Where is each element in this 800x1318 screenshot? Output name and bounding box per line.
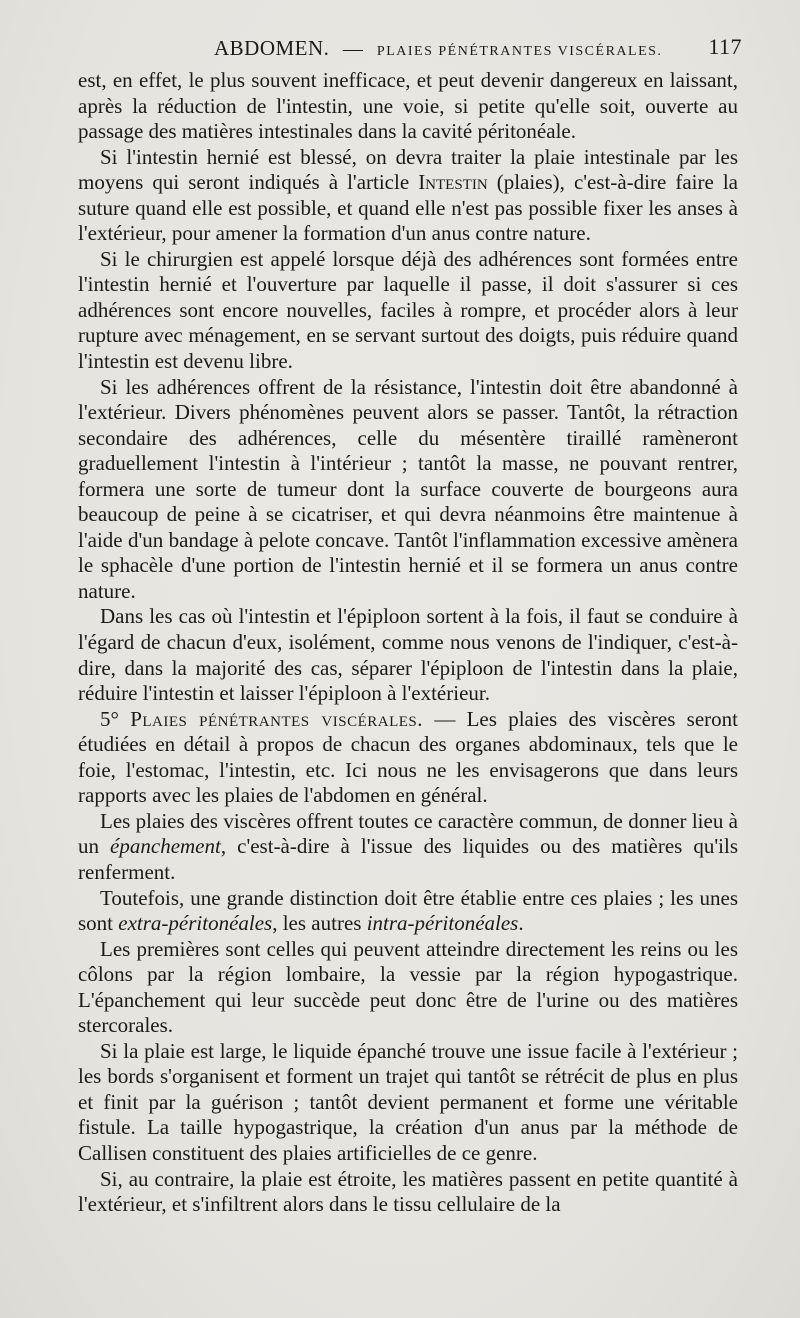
paragraph-epiploon: Dans les cas où l'intestin et l'épiploon sortent à la fois, il faut se conduire à l'égard de chacun d'eux, isolément, comme nous venons de l'indiquer, c'est-à-dire, dans la majorité des cas, séparer l'épiploon de l'intestin dans la plaie, réduire l'intestin et laisser l'épiploon à l'extérieur.	[78, 604, 738, 706]
paragraph-extra-peritoneal: Les premières sont celles qui peuvent atteindre directement les reins ou les côlons par la région lombaire, la vessie par la région hypogastrique. L'épanchement qui leur succède peut donc être de l'urine ou des matières stercorales.	[78, 936, 738, 1038]
text-span: , les autres	[272, 911, 367, 936]
text-span: , c'est-à-dire à l'issue des liquides ou des matières qu'ils renferment.	[78, 834, 738, 884]
paragraph-effusion	[78, 809, 738, 886]
text-span: Si l'intestin hernié est blessé, on devra traiter la plaie intestinale par les moyens qui seront indiqués à l'article	[78, 144, 738, 195]
cross-reference: Intestin	[418, 170, 488, 195]
running-head	[78, 34, 742, 62]
text-span: (plaies), c'est-à-dire faire la suture quand elle est possible, et quand elle n'est pas possible fixer les anses à l'extérieur, pour amener la formation d'un anus contre nature.	[78, 170, 738, 246]
emphasis-term: extra-péritonéales	[118, 911, 273, 936]
text-span: Les plaies des viscères offrent toutes ce caractère commun, de donner lieu à un	[78, 808, 738, 859]
paragraph-distinction	[78, 886, 738, 937]
body-text	[78, 68, 738, 1218]
paragraph-resistance: Si les adhérences offrent de la résistance, l'intestin doit être abandonné à l'extérieur. Divers phénomènes peuvent alors se passer. Tantôt, la rétraction secondaire des adhérences, celle du mésentère tiraillé ramèneront graduellement l'intestin à l'intérieur ; tantôt la masse, ne pouvant rentrer, formera une sorte de tumeur dont la surface couverte de bourgeons aura beaucoup de peine à se cicatriser, et qui devra néanmoins être maintenue à l'aide d'un bandage à pelote concave. Tantôt l'inflammation excessive amènera le sphacèle d'une portion de l'intestin hernié et il se formera un anus contre nature.	[78, 374, 738, 603]
text-span: .	[518, 911, 524, 936]
paragraph-section-5	[78, 707, 738, 809]
emphasis-term: intra-péritonéales	[366, 911, 519, 936]
paragraph-continuation: est, en effet, le plus souvent inefficace, et peut devenir dangereux en laissant, après la réduction de l'intestin, une voie, si petite qu'elle soit, ouverte au passage des matières intestinales dans la cavité péritonéale.	[78, 68, 738, 144]
section-heading: Plaies pénétrantes viscérales.	[130, 706, 424, 731]
paragraph-narrow-wound: Si, au contraire, la plaie est étroite, les matières passent en petite quantité à l'extérieur, et s'infiltrent alors dans le tissu cellulaire de la	[78, 1166, 738, 1217]
paragraph-large-wound: Si la plaie est large, le liquide épanché trouve une issue facile à l'extérieur ; les bords s'organisent et forment un trajet qui tantôt se rétrécit de plus en plus et finit par la guérison ; tantôt devient permanent et forme une véritable fistule. La taille hypogastrique, la création d'un anus par la méthode de Callisen constituent des plaies artificielles de ce genre.	[78, 1038, 738, 1165]
section-subtitle: PLAIES PÉNÉTRANTES VISCÉRALES.	[376, 44, 663, 59]
paragraph-wounded-intestine	[78, 145, 738, 247]
emphasis-term: épanchement	[110, 834, 221, 859]
text-span: — Les plaies des viscères seront étudiées en détail à propos de chacun des organes abdominaux, tels que le foie, l'estomac, l'intestin, etc. Ici nous ne les envisagerons que dans leurs rapports avec les plaies de l'abdomen en général.	[78, 706, 738, 808]
paragraph-adhesions: Si le chirurgien est appelé lorsque déjà des adhérences sont formées entre l'intestin hernié et l'ouverture par laquelle il passe, il doit s'assurer si ces adhérences sont encore nouvelles, faciles à rompre, et procéder alors à leur rupture avec ménagement, en se servant surtout des doigts, puis réduire quand l'intestin est devenu libre.	[78, 246, 738, 374]
page-number: 117	[708, 34, 742, 59]
chapter-title: ABDOMEN.	[214, 36, 330, 60]
section-number: 5°	[100, 706, 131, 731]
title-dash: —	[342, 38, 364, 60]
text-span: Toutefois, une grande distinction doit être établie entre ces plaies ; les unes sont	[78, 885, 738, 936]
running-title	[214, 36, 662, 61]
